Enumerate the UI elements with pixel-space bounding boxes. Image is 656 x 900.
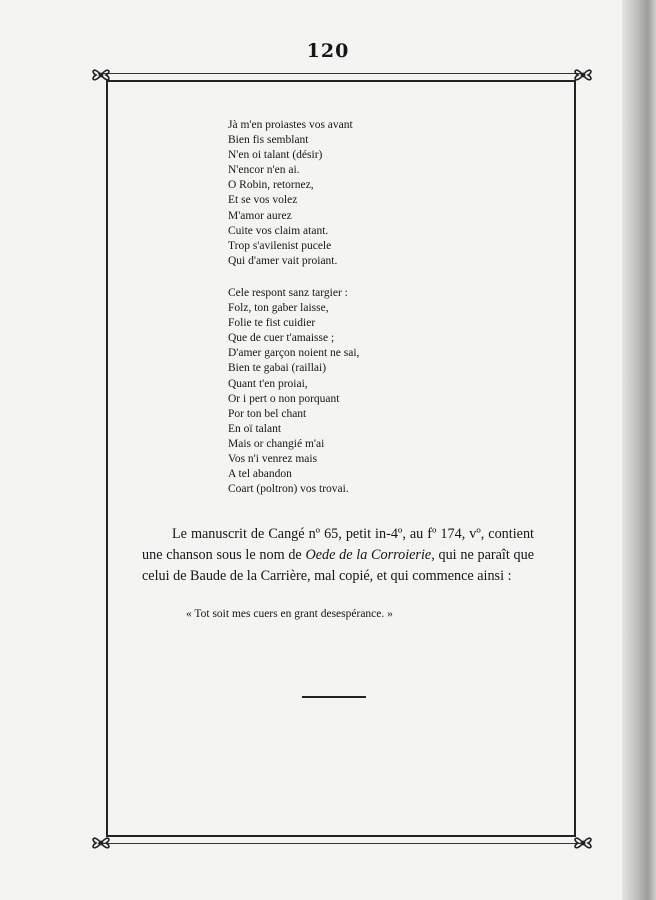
paragraph-text-end: qui ne paraît que celui de Baude de la Carrière, mal copié, et qui commence ainsi : (142, 547, 534, 584)
poem-line: Quant t'en proiai, (228, 377, 308, 390)
page-gutter-shadow (622, 0, 656, 900)
corner-ornament-icon (570, 830, 596, 856)
poem-line: Bien te gabai (raillai) (228, 362, 327, 375)
poem-line: En oï talant (228, 422, 282, 435)
corner-ornament-icon (88, 830, 114, 856)
poem-line: Coart (poltron) vos trovai. (228, 483, 349, 496)
quoted-incipit: « Tot soit mes cuers en grant desespérance. » (186, 608, 393, 620)
poem-line: D'amer garçon noient ne sai, (228, 347, 360, 360)
poem-line: N'en oi talant (désir) (228, 149, 323, 162)
page-number: 120 (306, 40, 350, 62)
poem-line: Or i pert o non porquant (228, 392, 340, 405)
poem-line: Qui d'amer vait proiant. (228, 254, 338, 267)
poem-line: Jà m'en proiastes vos avant (228, 119, 353, 131)
poem-line: Cele respont sanz targier : (228, 286, 348, 299)
paragraph-text-start: Le manuscrit de Cangé nº 65, petit in-4º, au fº 174, vº, contient une chanson sous le nom de (142, 526, 534, 563)
closing-rule (302, 696, 366, 698)
poem-line: Folz, ton gaber laisse, (228, 302, 329, 315)
poem-line: Folie te fist cuidier (228, 317, 316, 330)
frame-bottom-rule (98, 843, 582, 844)
poem-line: O Robin, retornez, (228, 179, 314, 192)
poem-line: Mais or changié m'ai (228, 437, 325, 450)
poem-line: Cuite vos claim atant. (228, 224, 329, 237)
poem-line: Que de cuer t'amaisse ; (228, 332, 335, 345)
poem-line: Por ton bel chant (228, 407, 307, 420)
body-paragraph (142, 524, 534, 587)
poem-line: Bien fis semblant (228, 134, 309, 147)
corner-ornament-icon (570, 62, 596, 88)
poem (228, 118, 528, 514)
frame-top-rule (98, 73, 582, 74)
poem-line: Trop s'avilenist pucele (228, 239, 332, 252)
corner-ornament-icon (88, 62, 114, 88)
poem-line: N'encor n'en ai. (228, 164, 300, 177)
poem-line: M'amor aurez (228, 209, 292, 222)
poem-stanza-1 (228, 118, 528, 269)
poem-line: Vos n'i venrez mais (228, 452, 318, 465)
poem-line: A tel abandon (228, 468, 292, 481)
paragraph-italic-name: Oede de la Corroierie, (305, 547, 435, 563)
poem-stanza-2 (228, 286, 528, 497)
poem-line: Et se vos volez (228, 194, 298, 207)
